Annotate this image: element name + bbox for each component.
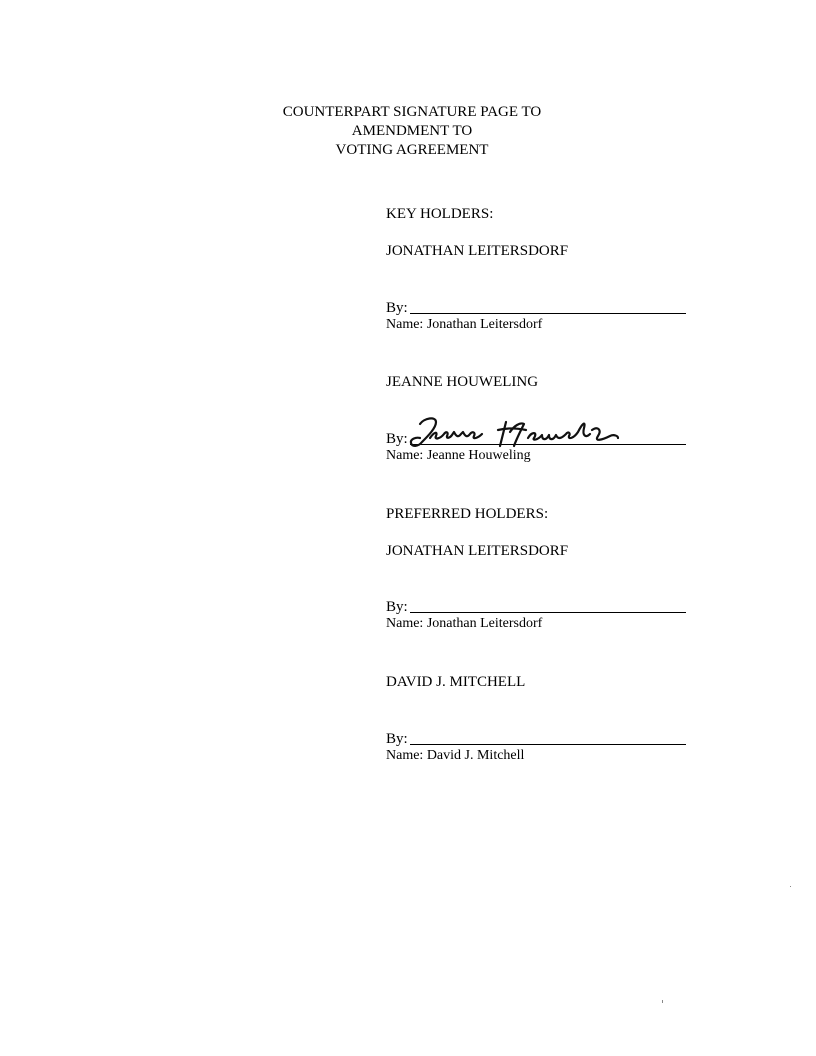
party-name-jeanne: JEANNE HOUWELING <box>386 374 539 390</box>
heading-line-2: AMENDMENT TO <box>351 123 473 139</box>
document-heading <box>272 103 552 160</box>
by-line <box>386 299 686 317</box>
by-line <box>386 430 686 448</box>
signature-rule <box>410 313 686 314</box>
by-label: By: <box>386 731 408 747</box>
by-line <box>386 730 686 748</box>
by-line <box>386 598 686 616</box>
signature-block-jeanne <box>386 430 686 464</box>
signature-block-david <box>386 730 686 764</box>
party-name-jonathan-key: JONATHAN LEITERSDORF <box>386 243 569 259</box>
key-holders-title: KEY HOLDERS: <box>386 206 494 222</box>
party-name-david: DAVID J. MITCHELL <box>386 674 526 690</box>
signatory-name: Name: Jeanne Houweling <box>386 448 531 463</box>
scan-speck <box>790 886 791 887</box>
handwritten-signature <box>406 416 621 450</box>
signature-block-jonathan-preferred <box>386 598 686 632</box>
signatory-name: Name: Jonathan Leitersdorf <box>386 317 543 332</box>
heading-line-1: COUNTERPART SIGNATURE PAGE TO <box>282 104 542 120</box>
signatory-name: Name: David J. Mitchell <box>386 748 525 763</box>
heading-line-3: VOTING AGREEMENT <box>335 142 489 158</box>
signature-rule <box>410 744 686 745</box>
party-name-jonathan-preferred: JONATHAN LEITERSDORF <box>386 543 569 559</box>
signature-rule <box>410 612 686 613</box>
scan-speck <box>662 1000 663 1003</box>
by-label: By: <box>386 431 408 447</box>
signature-block-jonathan-key <box>386 299 686 333</box>
signatory-name: Name: Jonathan Leitersdorf <box>386 616 543 631</box>
by-label: By: <box>386 300 408 316</box>
preferred-holders-title: PREFERRED HOLDERS: <box>386 506 549 522</box>
by-label: By: <box>386 599 408 615</box>
